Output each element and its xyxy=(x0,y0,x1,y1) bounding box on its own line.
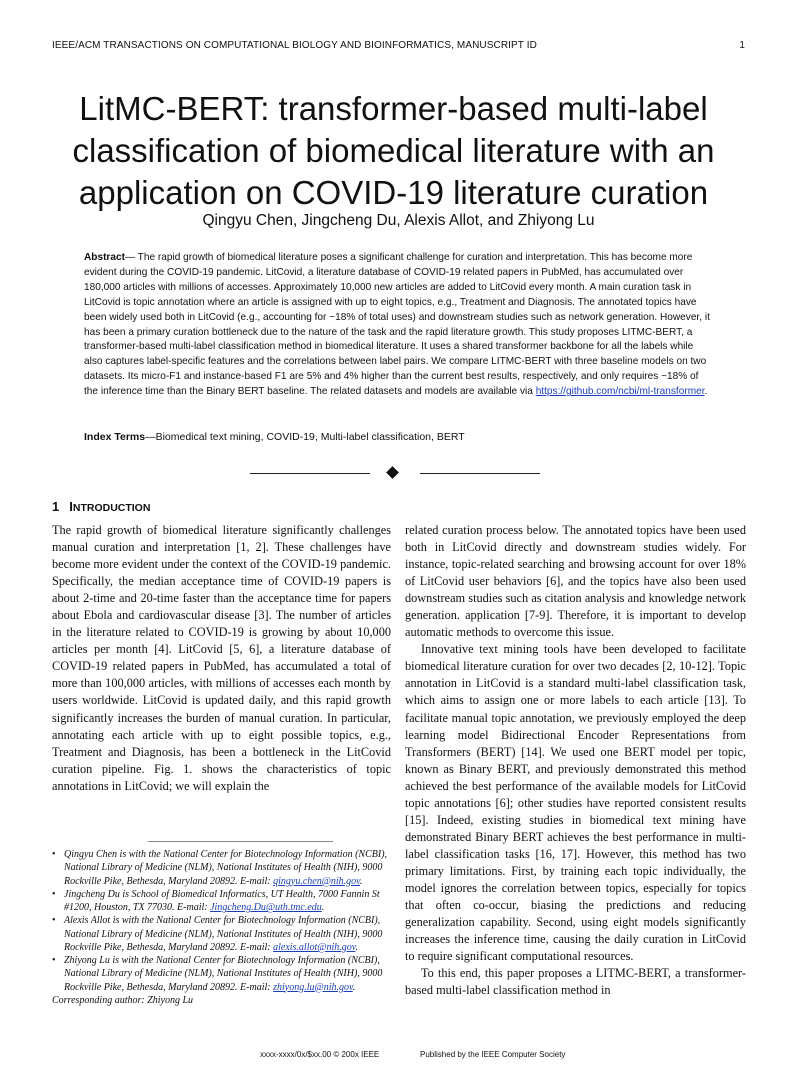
email-link[interactable]: alexis.allot@nih.gov xyxy=(273,941,356,953)
email-link[interactable]: zhiyong.lu@nih.gov xyxy=(273,981,353,993)
footnote-end: . xyxy=(359,875,363,887)
corresponding-author: Corresponding author: Zhiyong Lu xyxy=(52,994,194,1006)
abstract-text: — The rapid growth of biomedical literature poses a significant challenge for curation and interpretation. This has become more evident during the COVID-19 pandemic. LitCovid, a literature database of COVID-19 related papers in PubMed, has accumulated over 180,000 articles with millions of accesses. Approximately 10,000 new articles are added to LitCovid every month. A main curation task in LitCovid is topic annotation where an article is assigned with up to eight topics, e.g., Treatment and Diagnosis. The annotated topics have been widely used both in LitCovid (e.g., accounting for ~18% of total uses) and downstream studies such as network generation. However, it has been a primary curation bottleneck due to the nature of the task and the rapid literature growth. This study proposes LITMC-BERT, a transformer-based multi-label classification method in biomedical literature. It uses a shared transformer backbone for all the labels while also captures label-specific features and the correlations between label pairs. We compare LITMC-BERT with three baseline models on two datasets. Its micro-F1 and instance-based F1 are 5% and 4% higher than the current best results, respectively, and only requires ~18% of the inference time than the Binary BERT baseline. The related datasets and models are available via xyxy=(84,252,710,398)
divider-line-left xyxy=(250,473,370,474)
footnote-rule xyxy=(148,841,333,842)
index-terms-label: Index Terms xyxy=(84,431,146,443)
email-link[interactable]: Jingcheng.Du@uth.tmc.edu xyxy=(210,902,322,913)
bullet-icon: • xyxy=(52,849,56,860)
section-number: 1 xyxy=(52,499,60,514)
running-header xyxy=(52,40,745,56)
footnote-item xyxy=(52,914,391,954)
index-terms-text: —Biomedical text mining, COVID-19, Multi-label classification, BERT xyxy=(145,431,465,443)
footnote-item xyxy=(52,848,391,888)
publisher-notice: Published by the IEEE Computer Society xyxy=(420,1050,566,1059)
footnote-item xyxy=(52,888,391,915)
section-title-rest: NTRODUCTION xyxy=(72,502,151,514)
footnote-end: . xyxy=(321,902,325,913)
index-terms xyxy=(84,431,714,443)
section-heading-introduction xyxy=(52,499,150,514)
footnote-text: Qingyu Chen is with the National Center for Biotechnology Information (NCBI), National Library of Medicine (NLM), National Institutes of Health (NIH), 9000 Rockville Pike, Bethesda, Maryland 20892. E-mail: xyxy=(64,849,388,887)
footnote-text: Zhiyong Lu is with the National Center for Biotechnology Information (NCBI), National Library of Medicine (NLM), National Institutes of Health (NIH), 9000 Rockville Pike, Bethesda, Maryland 20892. E-mail: xyxy=(64,955,383,993)
diamond-icon xyxy=(386,466,399,479)
abstract xyxy=(84,251,714,400)
right-column xyxy=(405,522,746,999)
email-link[interactable]: qingyu.chen@nih.gov xyxy=(273,875,360,887)
abstract-label: Abstract xyxy=(84,252,125,263)
paper-title: LitMC-BERT: transformer-based multi-label classification of biomedical literature with an application on COVID-19 literature curation xyxy=(72,90,715,211)
section-divider xyxy=(250,465,540,481)
code-repository-link[interactable]: https://github.com/ncbi/ml-transformer xyxy=(535,386,705,398)
intro-paragraph-1: The rapid growth of biomedical literature significantly challenges manual curation and interpretation [1, 2]. These challenges have become more evident under the context of the COVID-19 pandemic. Specifically, the median acceptance time of COVID-19 papers is about 2-time and 20-time faster than the acceptance time for papers about Ebola and cardiovascular disease [3]. The number of articles in the literature related to COVID-19 is growing by about 10,000 articles per month [4]. LitCovid [5, 6], a literature database of COVID-19 related papers in PubMed, has accumulated a total of more than 100,000 articles, with millions of accesses each month by users worldwide. LitCovid is updated daily, and this rapid growth significantly increases the burden of manual curation. In particular, annotating each article with up to eight possible topics, e.g., Treatment and Diagnosis, has been a bottleneck in the LitCovid curation pipeline. Fig. 1. shows the characteristics of topic annotations in LitCovid; we will explain the xyxy=(52,523,391,793)
journal-name: IEEE/ACM TRANSACTIONS ON COMPUTATIONAL BIOLOGY AND BIOINFORMATICS, MANUSCRIPT ID xyxy=(52,40,537,51)
footnote-text: Alexis Allot is with the National Center for Biotechnology Information (NCBI), National Library of Medicine (NLM), National Institutes of Health (NIH), 9000 Rockville Pike, Bethesda, Maryland 20892. E-mail: xyxy=(64,915,383,953)
left-column xyxy=(52,522,391,795)
divider-line-right xyxy=(420,473,540,474)
bullet-icon: • xyxy=(52,955,56,966)
author-list: Qingyu Chen, Jingcheng Du, Alexis Allot, and Zhiyong Lu xyxy=(202,212,595,229)
intro-paragraph-continued: related curation process below. The annotated topics have been used both in LitCovid directly and downstream studies widely. For instance, topic-related searching and browsing account for over 18% of LitCovid user behaviors [6], and the topics have also been used downstream studies such as citation analysis and knowledge network generation. application [7-9]. Therefore, it is important to develop automatic methods to overcome this issue. xyxy=(405,523,746,640)
footnote-end: . xyxy=(355,941,358,953)
footnote-end: . xyxy=(352,981,356,993)
author-footnotes xyxy=(52,848,391,1007)
page-number: 1 xyxy=(739,40,745,51)
bullet-icon: • xyxy=(52,915,56,927)
copyright-notice: xxxx-xxxx/0x/$xx.00 © 200x IEEE xyxy=(260,1050,380,1059)
footnote-item xyxy=(52,954,391,994)
intro-paragraph-2: Innovative text mining tools have been developed to facilitate biomedical literature curation for over two decades [2, 10-12]. Topic annotation in LitCovid is a standard multi-label classification task, which aims to assign one or more labels to each article [13]. To facilitate manual topic annotation, we previously employed the deep learning model Bidirectional Encoder Representations from Transformers (BERT) [14]. We used one BERT model per topic, known as Binary BERT, and previously demonstrated this method achieved the best performance of the available models for LitCovid topic annotations [6]; other studies have reported consistent results [15]. Indeed, existing studies in biomedical text mining have demonstrated Binary BERT achieves the best performance in multi-label classification tasks [16, 17]. However, this method has two primary limitations. First, by training each topic individually, the model ignores the correlation between topics, especially for topics that often co-occur, biasing the predictions and reducing generalization capability. Second, using eight models significantly increases the inference time, causing the daily curation in LitCovid to require significant computational resources. xyxy=(405,642,746,964)
footnote-text: Jingcheng Du is School of Biomedical Informatics, UT Health, 7000 Fannin St #1200, Houston, TX 77030. E-mail: xyxy=(64,888,380,913)
bullet-icon: • xyxy=(52,888,56,900)
section-title-initial: I xyxy=(69,499,73,514)
abstract-end: . xyxy=(704,386,708,398)
intro-paragraph-3: To this end, this paper proposes a LITMC-BERT, a transformer-based multi-label classification method in xyxy=(405,966,746,998)
